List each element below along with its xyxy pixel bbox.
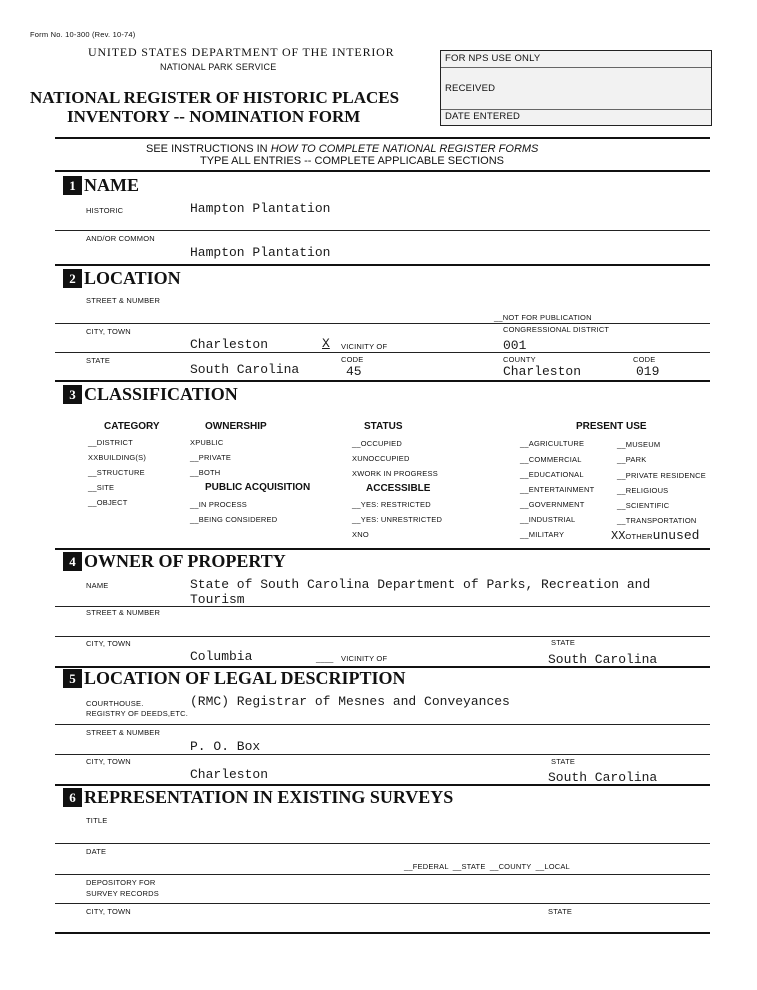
category-district: __DISTRICT: [88, 438, 133, 447]
category-structure: __STRUCTURE: [88, 468, 145, 477]
section-4-number: 4: [63, 552, 82, 571]
form-title-line2: INVENTORY -- NOMINATION FORM: [67, 107, 361, 126]
use-agriculture: __AGRICULTURE: [520, 439, 585, 448]
state-code-value: 45: [346, 364, 362, 379]
state-label: STATE: [86, 356, 111, 365]
service-name: NATIONAL PARK SERVICE: [160, 62, 277, 72]
accessible-header: ACCESSIBLE: [366, 483, 431, 494]
status-header: STATUS: [364, 421, 403, 432]
ownership-both: __BOTH: [190, 468, 221, 477]
nps-use-only-box: [440, 50, 712, 126]
department-name: UNITED STATES DEPARTMENT OF THE INTERIOR: [88, 45, 395, 59]
use-park: __PARK: [617, 455, 647, 464]
acquisition-in-process: __IN PROCESS: [190, 500, 248, 509]
section-6-number: 6: [63, 788, 82, 807]
nps-box-header: FOR NPS USE ONLY: [445, 53, 541, 64]
city-value: Charleston: [190, 337, 269, 352]
county-label: COUNTY: [503, 355, 536, 364]
date-entered-label: DATE ENTERED: [445, 111, 521, 122]
section-1-number: 1: [63, 176, 82, 195]
legal-state-label: STATE: [551, 757, 576, 766]
not-for-publication: __NOT FOR PUBLICATION: [494, 313, 592, 322]
use-commercial: __COMMERCIAL: [520, 455, 582, 464]
code-label: CODE: [341, 355, 364, 364]
vicinity-mark: X: [322, 336, 330, 351]
common-name-value: Hampton Plantation: [190, 245, 331, 260]
use-industrial: __INDUSTRIAL: [520, 515, 576, 524]
county-code-label: CODE: [633, 355, 656, 364]
instructions-line1: SEE INSTRUCTIONS IN HOW TO COMPLETE NATIONAL REGISTER FORMS: [146, 143, 539, 155]
section-3-heading: 3 CLASSIFICATION: [63, 384, 238, 405]
ownership-public: XPUBLIC: [190, 438, 224, 447]
status-unoccupied: XUNOCCUPIED: [352, 454, 410, 463]
legal-street-label: STREET & NUMBER: [86, 728, 161, 737]
section-2-number: 2: [63, 269, 82, 288]
use-other: XXOTHERunused: [611, 528, 700, 543]
category-object: __OBJECT: [88, 498, 128, 507]
section-5-heading: 5 LOCATION OF LEGAL DESCRIPTION: [63, 668, 406, 689]
owner-name-value-line2: Tourism: [190, 592, 245, 607]
use-military: __MILITARY: [520, 530, 565, 539]
present-use-header: PRESENT USE: [576, 421, 647, 432]
street-label: STREET & NUMBER: [86, 296, 161, 305]
legal-street-value: P. O. Box: [190, 739, 261, 754]
instructions-line2: TYPE ALL ENTRIES -- COMPLETE APPLICABLE SECTIONS: [200, 155, 505, 167]
courthouse-value: (RMC) Registrar of Mesnes and Conveyances: [190, 694, 510, 709]
section-3-number: 3: [63, 385, 82, 404]
depository-label-line2: SURVEY RECORDS: [86, 889, 159, 898]
acquisition-being-considered: __BEING CONSIDERED: [190, 515, 278, 524]
state-value: South Carolina: [190, 362, 300, 377]
legal-state-value: South Carolina: [548, 770, 658, 785]
city-label: CITY, TOWN: [86, 327, 131, 336]
survey-title-label: TITLE: [86, 816, 108, 825]
owner-state-label: STATE: [551, 638, 576, 647]
congressional-district-label: CONGRESSIONAL DISTRICT: [503, 325, 610, 334]
courthouse-label: COURTHOUSE.: [86, 699, 144, 708]
survey-date-label: DATE: [86, 847, 107, 856]
use-educational: __EDUCATIONAL: [520, 470, 584, 479]
category-header: CATEGORY: [104, 421, 160, 432]
legal-city-label: CITY, TOWN: [86, 757, 131, 766]
vicinity-label: VICINITY OF: [341, 342, 388, 351]
use-scientific: __SCIENTIFIC: [617, 501, 670, 510]
section-1-heading: 1 NAME: [63, 175, 139, 196]
category-building: XXBUILDING(S): [88, 453, 147, 462]
category-site: __SITE: [88, 483, 115, 492]
received-label: RECEIVED: [445, 83, 496, 94]
registry-label: REGISTRY OF DEEDS,ETC.: [86, 709, 189, 718]
use-government: __GOVERNMENT: [520, 500, 585, 509]
use-entertainment: __ENTERTAINMENT: [520, 485, 595, 494]
survey-state-label: STATE: [548, 907, 573, 916]
use-private-residence: __PRIVATE RESIDENCE: [617, 471, 706, 480]
section-5-number: 5: [63, 669, 82, 688]
use-religious: __RELIGIOUS: [617, 486, 669, 495]
accessible-restricted: __YES: RESTRICTED: [352, 500, 431, 509]
legal-city-value: Charleston: [190, 767, 269, 782]
form-title-line1: NATIONAL REGISTER OF HISTORIC PLACES: [30, 88, 400, 107]
form-number: Form No. 10-300 (Rev. 10-74): [30, 30, 136, 39]
owner-name-label: NAME: [86, 581, 109, 590]
section-6-heading: 6 REPRESENTATION IN EXISTING SURVEYS: [63, 787, 453, 808]
depository-label-line1: DEPOSITORY FOR: [86, 878, 156, 887]
survey-city-label: CITY, TOWN: [86, 907, 131, 916]
owner-city-value: Columbia: [190, 649, 253, 664]
use-transportation: __TRANSPORTATION: [617, 516, 697, 525]
section-2-heading: 2 LOCATION: [63, 268, 181, 289]
status-work-in-progress: XWORK IN PROGRESS: [352, 469, 438, 478]
owner-vicinity-blank: ____: [316, 654, 334, 663]
section-4-heading: 4 OWNER OF PROPERTY: [63, 551, 286, 572]
county-value: Charleston: [503, 364, 582, 379]
owner-street-label: STREET & NUMBER: [86, 608, 161, 617]
ownership-header: OWNERSHIP: [205, 421, 267, 432]
public-acquisition-header: PUBLIC ACQUISITION: [205, 482, 311, 493]
owner-name-value-line1: State of South Carolina Department of Parks, Recreation and: [190, 577, 651, 592]
owner-state-value: South Carolina: [548, 652, 658, 667]
county-code-value: 019: [636, 364, 660, 379]
accessible-unrestricted: __YES: UNRESTRICTED: [352, 515, 443, 524]
historic-label: HISTORIC: [86, 206, 124, 215]
owner-vicinity-label: VICINITY OF: [341, 654, 388, 663]
congressional-district-value: 001: [503, 338, 527, 353]
status-occupied: __OCCUPIED: [352, 439, 402, 448]
historic-name-value: Hampton Plantation: [190, 201, 331, 216]
ownership-private: __PRIVATE: [190, 453, 232, 462]
use-museum: __MUSEUM: [617, 440, 661, 449]
common-label: AND/OR COMMON: [86, 234, 155, 243]
owner-city-label: CITY, TOWN: [86, 639, 131, 648]
survey-levels: __FEDERAL __STATE __COUNTY __LOCAL: [404, 862, 570, 871]
accessible-no: XNO: [352, 530, 369, 539]
